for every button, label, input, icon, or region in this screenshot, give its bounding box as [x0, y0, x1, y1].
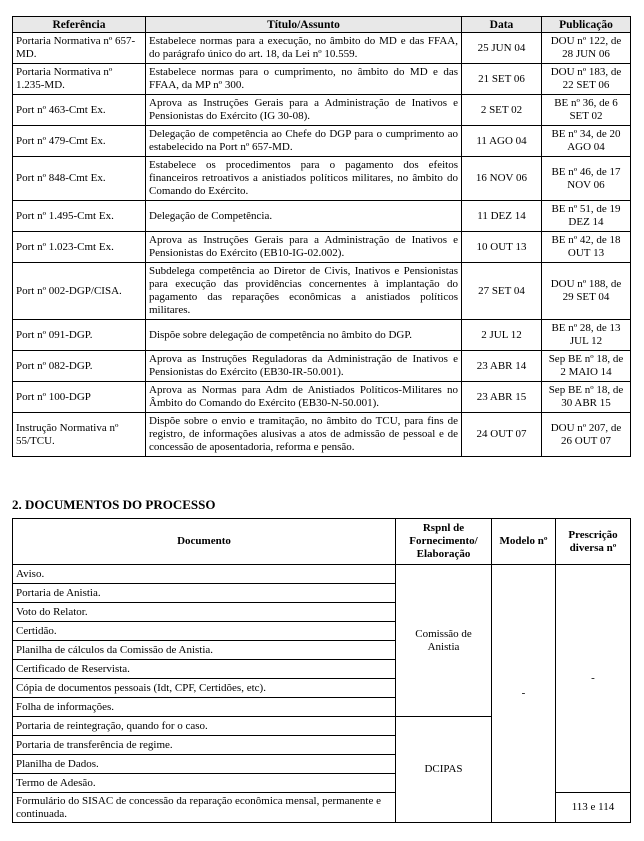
reference-row	[13, 95, 631, 126]
document-cell: Portaria de Anistia.	[13, 584, 396, 603]
reference-cell: Port nº 091-DGP.	[13, 320, 146, 351]
document-cell: Aviso.	[13, 565, 396, 584]
date-cell: 2 JUL 12	[462, 320, 542, 351]
document-cell: Planilha de Dados.	[13, 755, 396, 774]
title-cell: Aprova as Instruções Reguladoras da Administração de Inativos e Pensionistas do Exército (EB30-IR-50.001).	[146, 351, 462, 382]
date-cell: 2 SET 02	[462, 95, 542, 126]
reference-row	[13, 382, 631, 413]
reference-row	[13, 64, 631, 95]
prescricao-last-cell: 113 e 114	[556, 793, 631, 823]
title-cell: Aprova as Instruções Gerais para a Administração de Inativos e Pensionistas do Exército (EB10-IG-02.002).	[146, 232, 462, 263]
references-body	[13, 33, 631, 457]
title-cell: Estabelece os procedimentos para o pagamento dos efeitos financeiros retroativos a anistiados políticos militares, no âmbito do Comando do Exército.	[146, 157, 462, 201]
reference-row	[13, 320, 631, 351]
publication-cell: Sep BE nº 18, de 2 MAIO 14	[542, 351, 631, 382]
references-table	[12, 16, 631, 457]
references-header-row	[13, 17, 631, 33]
documents-table	[12, 518, 631, 823]
title-cell: Dispõe sobre o envio e tramitação, no âmbito do TCU, para fins de registro, de informações alusivas a atos de admissão de pessoal e de concessão de aposentadoria, reforma e pensão.	[146, 413, 462, 457]
reference-cell: Port nº 002-DGP/CISA.	[13, 263, 146, 320]
publication-cell: BE nº 42, de 18 OUT 13	[542, 232, 631, 263]
publication-cell: DOU nº 188, de 29 SET 04	[542, 263, 631, 320]
reference-row	[13, 232, 631, 263]
prescricao-cell: -	[556, 565, 631, 793]
publication-cell: Sep BE nº 18, de 30 ABR 15	[542, 382, 631, 413]
modelo-cell: -	[492, 565, 556, 823]
responsavel-dcipas-cell: DCIPAS	[396, 717, 492, 823]
date-cell: 11 AGO 04	[462, 126, 542, 157]
document-cell: Portaria de reintegração, quando for o caso.	[13, 717, 396, 736]
reference-cell: Port nº 463-Cmt Ex.	[13, 95, 146, 126]
date-cell: 27 SET 04	[462, 263, 542, 320]
title-cell: Delegação de competência ao Chefe do DGP para o cumprimento ao estabelecido na Port nº 657-MD.	[146, 126, 462, 157]
publication-cell: BE nº 51, de 19 DEZ 14	[542, 201, 631, 232]
reference-row	[13, 351, 631, 382]
title-cell: Aprova as Normas para Adm de Anistiados Políticos-Militares no Âmbito do Comando do Exército (EB30-N-50.001).	[146, 382, 462, 413]
publication-cell: DOU nº 183, de 22 SET 06	[542, 64, 631, 95]
document-cell: Certificado de Reservista.	[13, 660, 396, 679]
reference-cell: Port nº 1.495-Cmt Ex.	[13, 201, 146, 232]
title-cell: Subdelega competência ao Diretor de Civis, Inativos e Pensionistas para execução das providências concernentes à implantação do pagamento das reparações econômicas a anistiados políticos militares.	[146, 263, 462, 320]
date-cell: 11 DEZ 14	[462, 201, 542, 232]
document-cell: Cópia de documentos pessoais (Idt, CPF, Certidões, etc).	[13, 679, 396, 698]
reference-cell: Instrução Normativa nº 55/TCU.	[13, 413, 146, 457]
document-cell: Certidão.	[13, 622, 396, 641]
date-cell: 10 OUT 13	[462, 232, 542, 263]
document-row	[13, 565, 631, 584]
reference-row	[13, 413, 631, 457]
date-cell: 24 OUT 07	[462, 413, 542, 457]
date-cell: 21 SET 06	[462, 64, 542, 95]
publication-cell: BE nº 34, de 20 AGO 04	[542, 126, 631, 157]
header-modelo: Modelo nº	[492, 519, 556, 565]
publication-cell: BE nº 46, de 17 NOV 06	[542, 157, 631, 201]
reference-cell: Port nº 100-DGP	[13, 382, 146, 413]
title-cell: Estabelece normas para o cumprimento, no âmbito do MD e das FFAA, da MP nº 300.	[146, 64, 462, 95]
reference-cell: Portaria Normativa nº 657-MD.	[13, 33, 146, 64]
reference-row	[13, 263, 631, 320]
reference-cell: Portaria Normativa nº 1.235-MD.	[13, 64, 146, 95]
reference-row	[13, 157, 631, 201]
header-publicacao: Publicação	[542, 17, 631, 33]
header-prescricao: Prescrição diversa nº	[556, 519, 631, 565]
document-cell: Termo de Adesão.	[13, 774, 396, 793]
title-cell: Dispõe sobre delegação de competência no âmbito do DGP.	[146, 320, 462, 351]
document-cell: Portaria de transferência de regime.	[13, 736, 396, 755]
publication-cell: BE nº 28, de 13 JUL 12	[542, 320, 631, 351]
date-cell: 23 ABR 15	[462, 382, 542, 413]
document-cell: Formulário do SISAC de concessão da reparação econômica mensal, permanente e continuada.	[13, 793, 396, 823]
documents-body	[13, 565, 631, 823]
reference-row	[13, 33, 631, 64]
publication-cell: DOU nº 207, de 26 OUT 07	[542, 413, 631, 457]
header-titulo-assunto: Título/Assunto	[146, 17, 462, 33]
documents-header-row	[13, 519, 631, 565]
publication-cell: BE nº 36, de 6 SET 02	[542, 95, 631, 126]
header-documento: Documento	[13, 519, 396, 565]
reference-cell: Port nº 479-Cmt Ex.	[13, 126, 146, 157]
title-cell: Estabelece normas para a execução, no âmbito do MD e das FFAA, do parágrafo único do art. 18, da Lei nº 10.559.	[146, 33, 462, 64]
title-cell: Aprova as Instruções Gerais para a Administração de Inativos e Pensionistas do Exército (IG 30-08).	[146, 95, 462, 126]
reference-row	[13, 126, 631, 157]
header-referencia: Referência	[13, 17, 146, 33]
reference-row	[13, 201, 631, 232]
header-data: Data	[462, 17, 542, 33]
document-cell: Folha de informações.	[13, 698, 396, 717]
title-cell: Delegação de Competência.	[146, 201, 462, 232]
date-cell: 25 JUN 04	[462, 33, 542, 64]
document-cell: Planilha de cálculos da Comissão de Anistia.	[13, 641, 396, 660]
reference-cell: Port nº 848-Cmt Ex.	[13, 157, 146, 201]
reference-cell: Port nº 082-DGP.	[13, 351, 146, 382]
document-cell: Voto do Relator.	[13, 603, 396, 622]
date-cell: 16 NOV 06	[462, 157, 542, 201]
section-title: 2. DOCUMENTOS DO PROCESSO	[12, 497, 216, 512]
header-responsavel: Rspnl de Fornecimento/ Elaboração	[396, 519, 492, 565]
reference-cell: Port nº 1.023-Cmt Ex.	[13, 232, 146, 263]
publication-cell: DOU nº 122, de 28 JUN 06	[542, 33, 631, 64]
responsavel-comissao-cell: Comissão de Anistia	[396, 565, 492, 717]
date-cell: 23 ABR 14	[462, 351, 542, 382]
